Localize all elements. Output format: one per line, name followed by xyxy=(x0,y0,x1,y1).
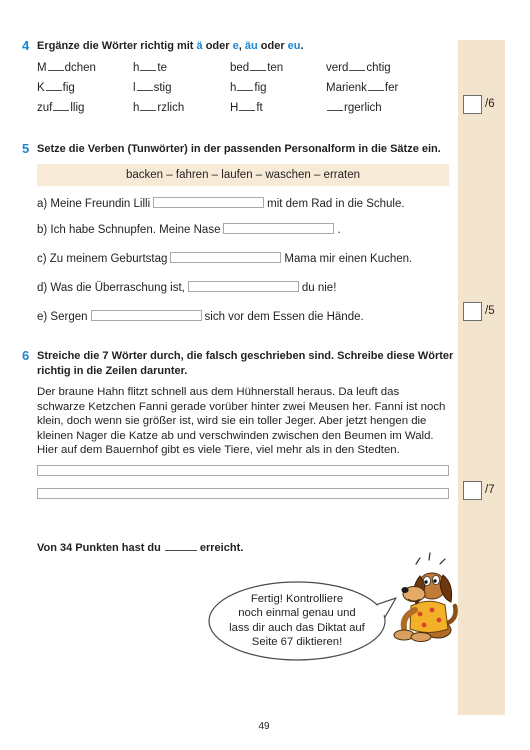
verb-word-bank: backen – fahren – laufen – waschen – erraten xyxy=(37,164,449,186)
gap-word xyxy=(230,81,267,95)
task-4-score-max: /6 xyxy=(485,98,495,110)
word-suffix: te xyxy=(157,62,167,74)
letter-gap xyxy=(46,81,62,91)
word-prefix: h xyxy=(133,62,140,74)
word-prefix: l xyxy=(133,82,136,94)
text-line: schwarze Ketzchen Fanni gerade vorüber hinter zwei Meusen her. Fanni ist noch xyxy=(37,400,446,413)
score-side-strip xyxy=(458,40,505,715)
word-suffix: dchen xyxy=(64,62,96,74)
answer-box xyxy=(188,281,299,292)
answer-box xyxy=(153,197,264,208)
letter-gap xyxy=(140,61,156,71)
task-5-instruction: Setze die Verben (Tunwörter) in der passenden Personalform in die Sätze ein. xyxy=(37,143,441,155)
sentence-b xyxy=(37,223,341,237)
gap-word xyxy=(326,81,398,95)
sentence-start: d) Was die Überraschung ist, xyxy=(37,282,185,294)
text-line: klein, doch wenn sie größer ist, wird sie ein toller Jeger. Aber jetzt hengen die xyxy=(37,415,427,427)
task-4-score-box xyxy=(463,95,482,114)
text-line: Der braune Hahn flitzt schnell aus dem Hühnerstall heraus. Da leuft das xyxy=(37,386,400,398)
gap-word xyxy=(133,61,167,75)
task-4-number: 4 xyxy=(22,38,30,53)
bubble-line: Fertig! Kontrolliere xyxy=(250,593,344,605)
sentence-a xyxy=(37,197,405,211)
letter-gap xyxy=(349,61,365,71)
word-prefix: h xyxy=(230,82,237,94)
task-6-score-max: /7 xyxy=(485,484,495,496)
total-score-text: Von 34 Punkten hast du xyxy=(37,542,161,554)
task-6-instruction xyxy=(37,349,453,379)
letter-gap xyxy=(250,61,266,71)
sentence-end: mit dem Rad in die Schule. xyxy=(267,198,405,210)
task-4-instruction xyxy=(37,39,304,53)
instruction-text: . xyxy=(300,40,304,52)
sentence-start: e) Sergen xyxy=(37,311,88,323)
gap-word xyxy=(133,81,171,95)
speech-bubble-text xyxy=(209,592,385,649)
sentence-end: sich vor dem Essen die Hände. xyxy=(204,311,364,323)
gap-word xyxy=(230,101,263,115)
instruction-text: oder xyxy=(257,40,288,52)
gap-word xyxy=(37,81,75,95)
gap-word xyxy=(326,101,382,115)
sentence-end: du nie! xyxy=(301,282,337,294)
letter-gap xyxy=(368,81,384,91)
total-score-gap xyxy=(165,541,197,551)
instruction-text: oder xyxy=(202,40,233,52)
dictation-text xyxy=(37,385,445,458)
sentence-c xyxy=(37,252,412,266)
instruction-line: Streiche die 7 Wörter durch, die falsch geschrieben sind. Schreibe diese Wörter xyxy=(37,350,454,362)
letter-option-ae: ä xyxy=(196,40,203,52)
word-prefix: verd xyxy=(326,62,349,74)
word-suffix: llig xyxy=(70,102,85,114)
word-prefix: bed xyxy=(230,62,250,74)
letter-option-e: e xyxy=(232,40,239,52)
letter-gap xyxy=(137,81,153,91)
sentence-start: c) Zu meinem Geburtstag xyxy=(37,253,168,265)
gap-word xyxy=(230,61,283,75)
text-line: Hier auf dem Bauernhof gibt es viele Tiere, viel mehr als in den Stedten. xyxy=(37,444,400,456)
task-5-score-box xyxy=(463,302,482,321)
speech-bubble xyxy=(200,570,410,670)
task-5-score-max: /5 xyxy=(485,305,495,317)
page-number: 49 xyxy=(258,721,270,732)
gap-word xyxy=(326,61,391,75)
letter-option-aeu: äu xyxy=(244,40,258,52)
word-suffix: fig xyxy=(254,82,267,94)
word-prefix: Marienk xyxy=(326,82,367,94)
task-5-number: 5 xyxy=(22,141,30,156)
sentence-e xyxy=(37,310,364,324)
gap-word xyxy=(133,101,184,115)
word-suffix: chtig xyxy=(366,62,391,74)
sentence-d xyxy=(37,281,336,295)
word-suffix: rzlich xyxy=(157,102,185,114)
answer-line-2 xyxy=(37,488,449,499)
word-suffix: fig xyxy=(62,82,75,94)
bubble-line: lass dir auch das Diktat auf xyxy=(229,621,365,634)
letter-gap xyxy=(237,81,253,91)
text-line: kleinen Nager die Katze ab und verschwinden zwischen den Beumen im Wald. xyxy=(37,429,434,442)
word-prefix: K xyxy=(37,82,45,94)
gap-word xyxy=(37,61,96,75)
instruction-line: richtig in die Zeilen darunter. xyxy=(37,365,188,377)
dog-head xyxy=(401,573,451,604)
answer-box xyxy=(91,310,202,321)
sentence-end: . xyxy=(337,224,341,236)
motion-marks xyxy=(416,553,445,564)
answer-line-1 xyxy=(37,465,449,476)
instruction-text: , xyxy=(238,40,245,52)
letter-gap xyxy=(140,101,156,111)
total-score-line xyxy=(37,541,243,555)
total-score-text: erreicht. xyxy=(199,542,244,554)
word-suffix: rgerlich xyxy=(344,102,382,114)
dog-body xyxy=(394,601,456,641)
sentence-end: Mama mir einen Kuchen. xyxy=(284,253,413,265)
sentence-start: a) Meine Freundin Lilli xyxy=(37,198,151,210)
word-prefix: zuf xyxy=(37,102,53,114)
word-suffix: stig xyxy=(153,82,172,94)
instruction-text: Ergänze die Wörter richtig mit xyxy=(37,40,197,52)
word-prefix: h xyxy=(133,102,140,114)
letter-gap xyxy=(327,101,343,111)
gap-word xyxy=(37,101,84,115)
word-suffix: ft xyxy=(256,102,263,114)
letter-gap xyxy=(53,101,69,111)
answer-box xyxy=(170,252,281,263)
dog-mascot-icon xyxy=(382,552,460,642)
bubble-line: Seite 67 diktieren! xyxy=(251,635,343,648)
letter-gap xyxy=(239,101,255,111)
letter-option-eu: eu xyxy=(287,40,301,52)
word-suffix: fer xyxy=(384,82,399,94)
letter-gap xyxy=(48,61,64,71)
answer-box xyxy=(223,223,334,234)
word-prefix: M xyxy=(37,62,47,74)
word-suffix: ten xyxy=(267,62,284,74)
task-6-score-box xyxy=(463,481,482,500)
bubble-line: noch einmal genau und xyxy=(238,607,356,620)
word-prefix: H xyxy=(230,102,239,114)
task-6-number: 6 xyxy=(22,348,30,363)
sentence-start: b) Ich habe Schnupfen. Meine Nase xyxy=(37,224,221,236)
